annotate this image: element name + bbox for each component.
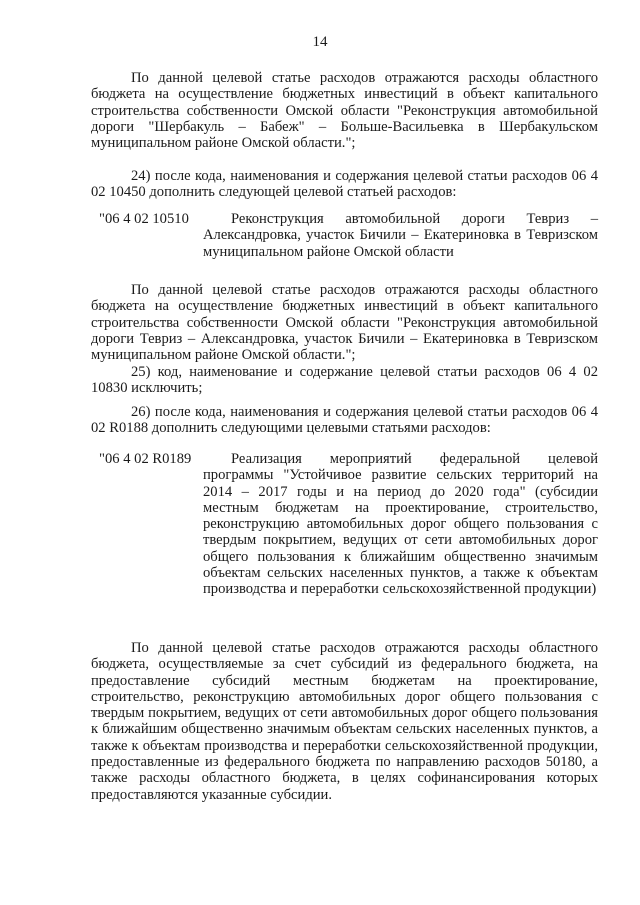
target-article-code: "06 4 02 R0189: [99, 451, 192, 467]
paragraph-item-25: 25) код, наименование и содержание целевой статьи расходов 06 4 02 10830 исключить;: [91, 364, 598, 397]
target-article-description: Реализация мероприятий федеральной целевой программы "Устойчивое развитие сельских территорий на 2014 – 2017 годы и на период до 2020 года" (субсидии местным бюджетам на проектирование, строительство, реконструкцию автомобильных дорог общего пользования с твердым покрытием, ведущих от сети автомобильных дорог общего пользования к ближайшим общественно значимым объектам сельских населенных пунктов, а также к объектам производства и переработки сельскохозяйственной продукции): [203, 451, 598, 598]
paragraph-investment-sherbakul: По данной целевой статье расходов отражаются расходы областного бюджета на осуществление бюджетных инвестиций в объект капитального строительства собственности Омской области "Реконструкция автомобильной дороги "Шербакуль – Бабеж" – Больше-Васильевка в Шербакульском муниципальном районе Омской области.";: [91, 70, 598, 152]
paragraph-investment-tevriz: По данной целевой статье расходов отражаются расходы областного бюджета на осуществление бюджетных инвестиций в объект капитального строительства собственности Омской области "Реконструкция автомобильной дороги Тевриз – Александровка, участок Бичили – Екатериновка в Тевризском муниципальном районе Омской области.";: [91, 282, 598, 364]
paragraph-item-26: 26) после кода, наименования и содержания целевой статьи расходов 06 4 02 R0188 дополнить следующими целевыми статьями расходов:: [91, 404, 598, 437]
paragraph-item-24: 24) после кода, наименования и содержания целевой статьи расходов 06 4 02 10450 дополнить следующей целевой статьей расходов:: [91, 168, 598, 201]
target-article-description: Реконструкция автомобильной дороги Тевриз – Александровка, участок Бичили – Екатериновка в Тевризском муниципальном районе Омской области: [203, 211, 598, 260]
target-article-code: "06 4 02 10510: [99, 211, 189, 227]
paragraph-federal-subsidies: По данной целевой статье расходов отражаются расходы областного бюджета, осуществляемые за счет субсидий из федерального бюджета, на предоставление субсидий местным бюджетам на проектирование, строительство, реконструкцию автомобильных дорог общего пользования с твердым покрытием, ведущих от сети автомобильных дорог общего пользования к ближайшим общественно значимым объектам сельских населенных пунктов, а также к объектам производства и переработки сельскохозяйственной продукции, предоставленные из федерального бюджета по направлению расходов 50180, а также расходы областного бюджета, в целях софинансирования которых предоставляются указанные субсидии.: [91, 640, 598, 803]
page-number: 14: [312, 34, 328, 50]
